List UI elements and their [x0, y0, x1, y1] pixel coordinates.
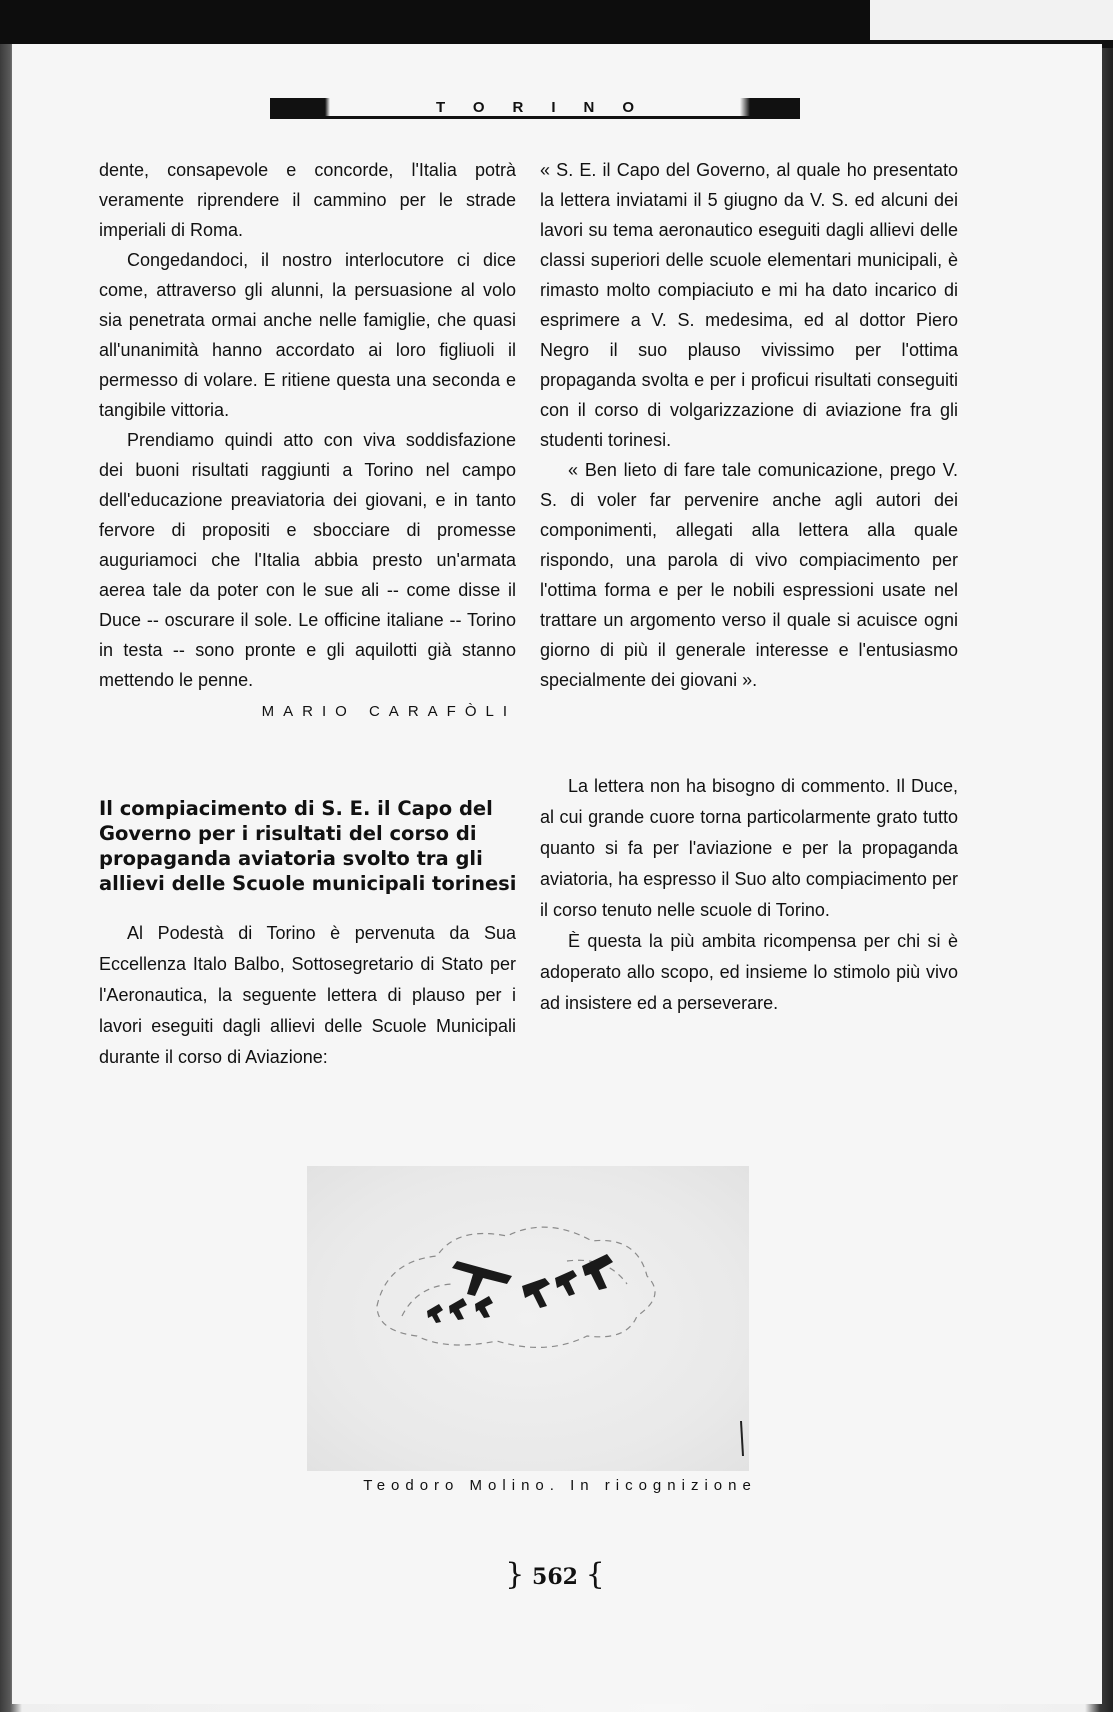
biplane-icons	[427, 1254, 613, 1323]
left-paragraph-2: Congedandoci, il nostro interlocutore ci dice come, attraverso gli alunni, la persuasione al volo sia penetrata ormai anche nelle famiglie, che quasi all'unanimità hanno accordato ai loro figliuoli il permesso di volare. E ritiene questa una seconda e tangibile vittoria.	[99, 250, 516, 420]
author-signature: MARIO CARAFÒLI	[261, 703, 516, 720]
left-paragraph-1: dente, consapevole e concorde, l'Italia potrà veramente riprendere il cammino per le strade imperiali di Roma.	[99, 160, 516, 240]
page-folio	[490, 1557, 620, 1592]
folio-brace-left: }	[505, 1557, 525, 1592]
letter-paragraph-2: « Ben lieto di fare tale comunicazione, prego V. S. di voler far pervenire anche agli autori dei componimenti, allegati alla lettera alla quale rispondo, una parola di vivo compiacimento per l'ottima forma e per le nobili espressioni usate nel trattare un argomento verso il quale si acuisce ogni giorno di più il generale interesse e l'entusiasmo specialmente dei giovani ».	[540, 460, 958, 690]
right-column-bottom	[540, 771, 958, 1019]
closing-paragraph-2: È questa la più ambita ricompensa per chi si è adoperato allo scopo, ed insieme lo stimolo più vivo ad insistere ed a perseverare.	[540, 931, 958, 1013]
left-paragraph-3: Prendiamo quindi atto con viva soddisfazione dei buoni risultati raggiunti a Torino nel campo dell'educazione preaviatoria dei giovani, e in tanto fervore di propositi e sbocciare di promesse auguriamoci che l'Italia abbia presto un'armata aerea tale da poter con le sue ali -- come disse il Duce -- oscurare il sole. Le officine italiane -- Torino in testa -- sono pronte e gli aquilotti già stanno mettendo le penne.	[99, 430, 516, 690]
biplane-icon-6	[449, 1298, 467, 1320]
left-column-top	[99, 155, 516, 727]
scan-top-border	[0, 0, 870, 44]
biplane-icon-4	[582, 1254, 613, 1290]
biplane-icon-2	[522, 1278, 550, 1308]
illustration-biplanes	[307, 1166, 749, 1471]
biplane-icon-3	[555, 1270, 577, 1296]
article-headline: Il compiacimento di S. E. il Capo del Governo per i risultati del corso di propaganda aviatoria svolto tra gli allievi delle Scuole municipali torinesi	[99, 797, 517, 895]
biplane-icon-7	[475, 1296, 493, 1318]
closing-paragraph-1: La lettera non ha bisogno di commento. Il Duce, al cui grande cuore torna particolarmente grato tutto quanto si fa per l'aviazione e per la propaganda aviatoria, ha espresso il Suo alto compiacimento per il corso tenuto nelle scuole di Torino.	[540, 776, 958, 920]
biplane-icon-5	[427, 1304, 443, 1323]
page-number: 562	[532, 1564, 578, 1590]
letter-paragraph-1: « S. E. il Capo del Governo, al quale ho presentato la lettera inviatami il 5 giugno da V. S. ed alcuni dei lavori su tema aeronautico eseguiti dagli allievi delle classi superiori delle scuole elementari municipali, è rimasto molto compiaciuto e mi ha dato incarico di esprimere a V. S. medesima, ed al dottor Piero Negro il suo plauso vivissimo per l'ottima propaganda svolta e per i proficui risultati conseguiti con il corso di volgarizzazione di aviazione fra gli studenti torinesi.	[540, 160, 958, 450]
right-column-top	[540, 155, 958, 695]
left-column-bottom	[99, 918, 516, 1073]
folio-brace-right: {	[585, 1557, 605, 1592]
article-intro: Al Podestà di Torino è pervenuta da Sua Eccellenza Italo Balbo, Sottosegretario di Stato per l'Aeronautica, la seguente lettera di plauso per i lavori eseguiti dagli allievi delle Scuole Municipali durante il corso di Aviazione:	[99, 923, 516, 1067]
running-header	[270, 98, 800, 119]
biplane-icon-lead	[452, 1261, 512, 1296]
drawing-mark	[741, 1421, 743, 1456]
figure-caption: Teodoro Molino. In ricognizione	[363, 1477, 757, 1494]
cloud-outlines	[377, 1227, 655, 1347]
biplane-formation-drawing	[307, 1166, 749, 1471]
header-title: TORINO	[435, 98, 663, 116]
scan-top-border-right	[870, 0, 1113, 48]
